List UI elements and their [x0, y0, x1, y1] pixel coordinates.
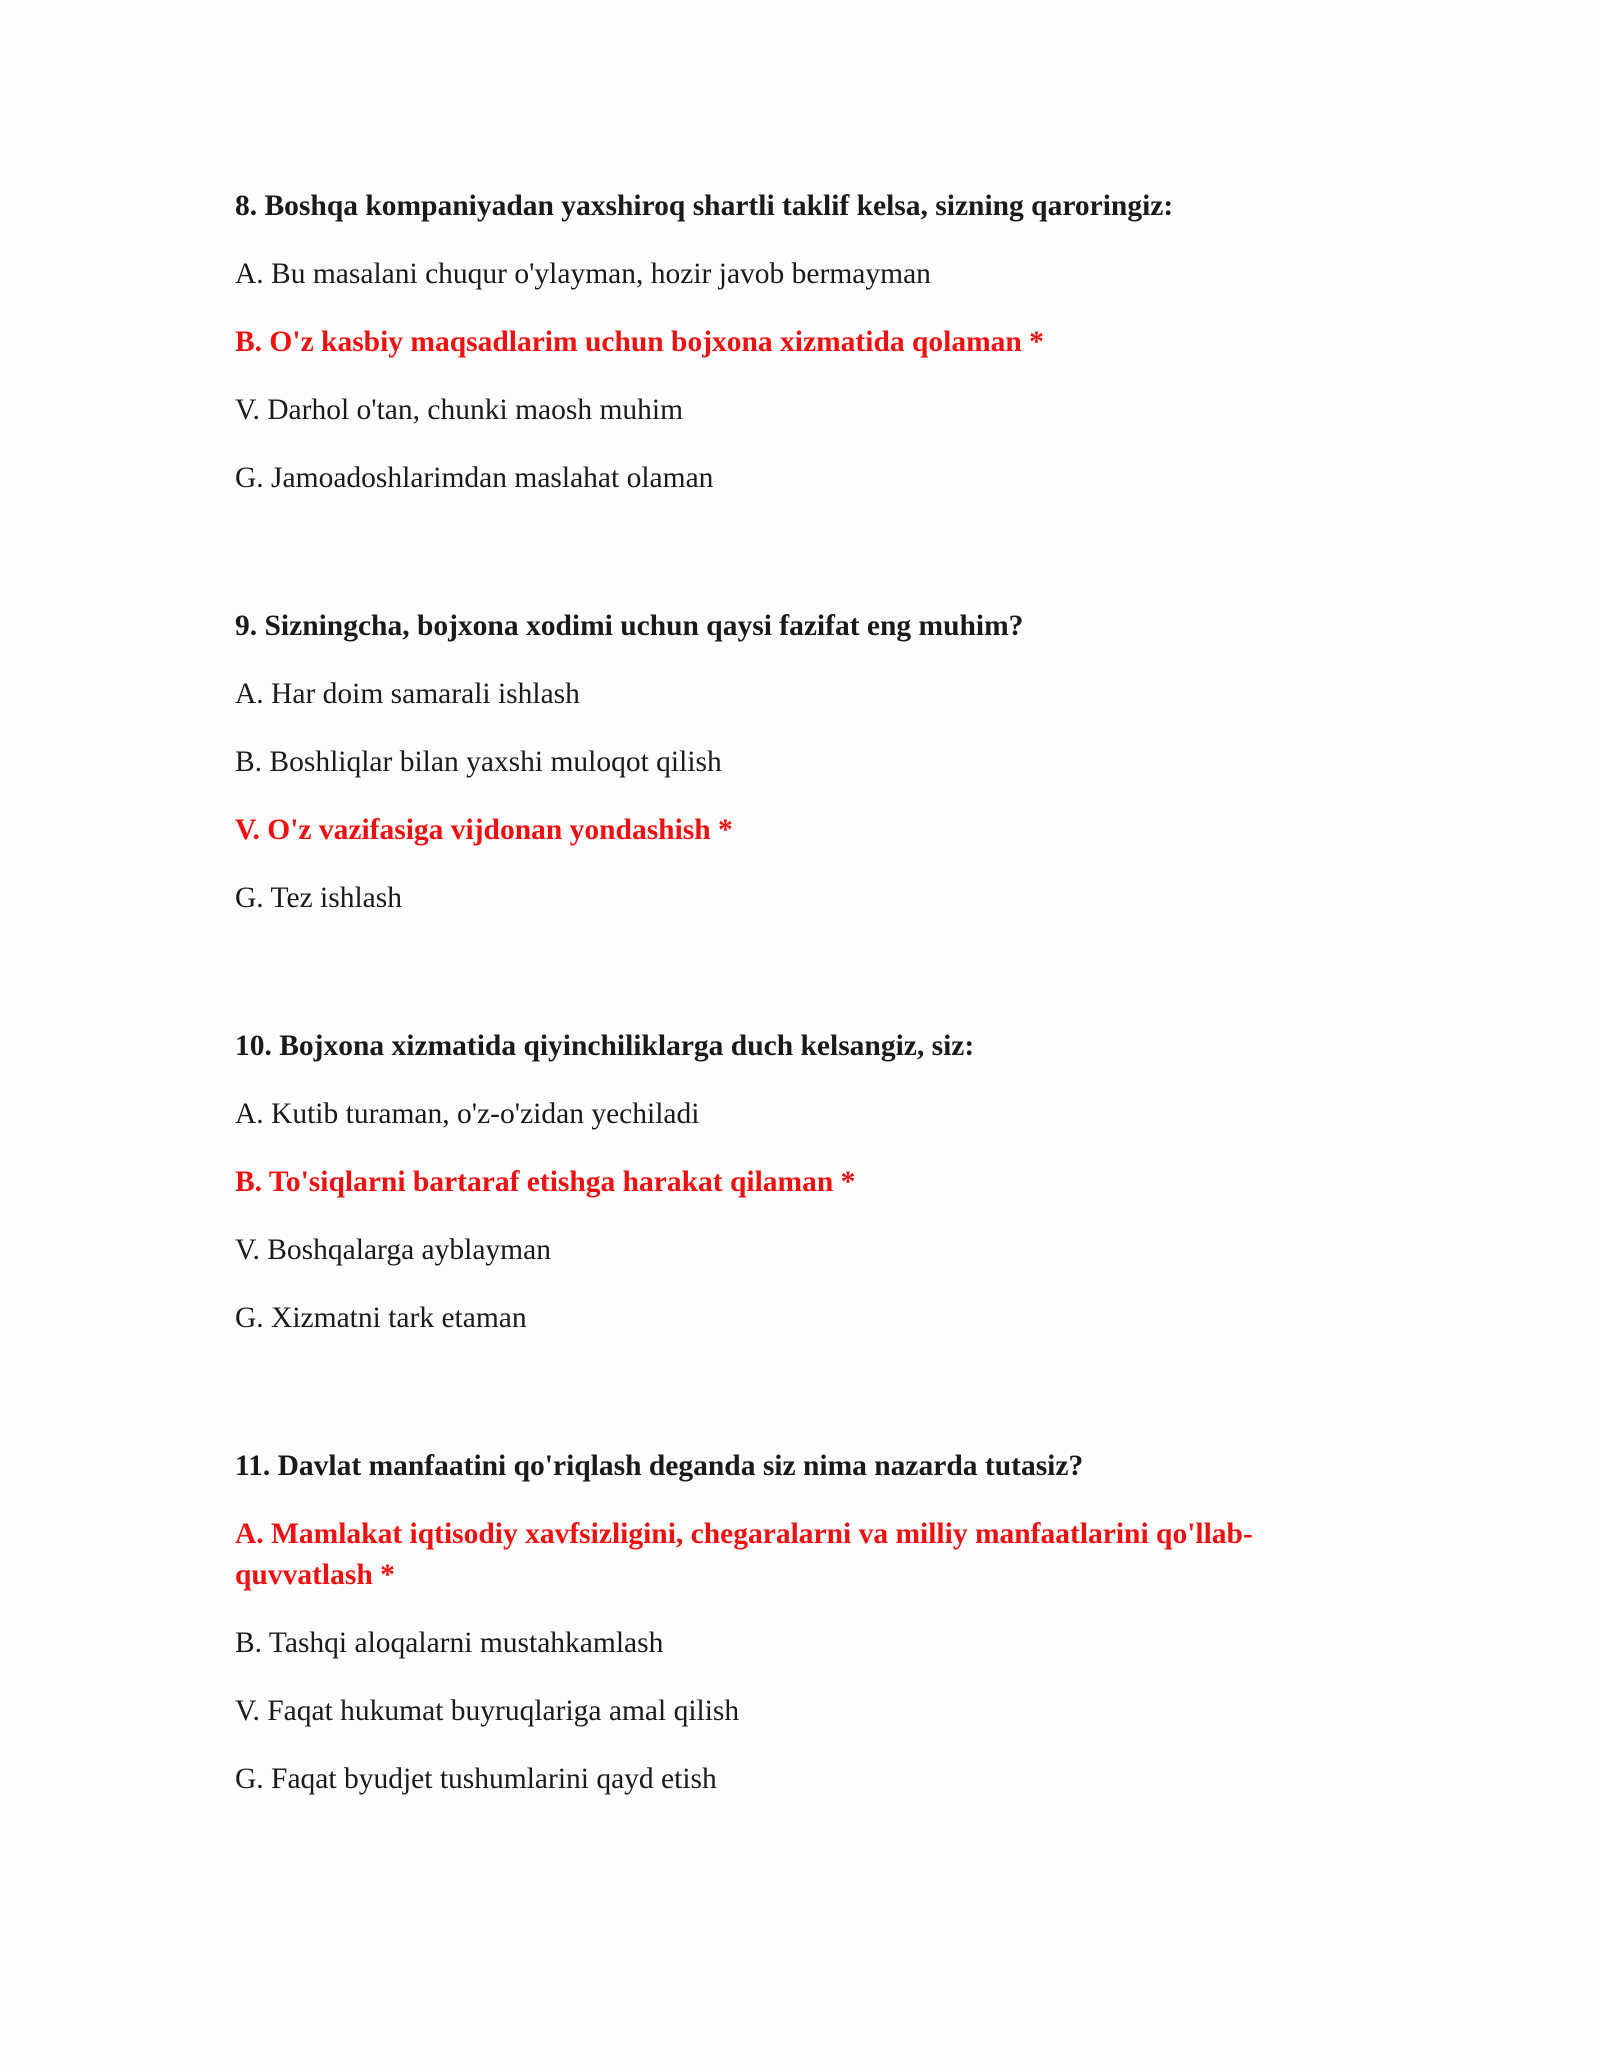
answer-option-g: G. Faqat byudjet tushumlarini qayd etish — [235, 1763, 717, 1795]
answer-option-a-correct: A. Mamlakat iqtisodiy xavfsizligini, chegaralarni va milliy manfaatlarini qo'llab-quvvatlash * — [235, 1518, 1253, 1591]
question-8 — [235, 186, 1365, 499]
question-11 — [235, 1446, 1365, 1800]
answer-option-a: A. Kutib turaman, o'z-o'zidan yechiladi — [235, 1098, 700, 1130]
answer-option-v: V. Faqat hukumat buyruqlariga amal qilish — [235, 1695, 740, 1727]
answer-option-g: G. Jamoadoshlarimdan maslahat olaman — [235, 462, 714, 494]
answer-option-g: G. Xizmatni tark etaman — [235, 1302, 527, 1334]
question-title: 9. Sizningcha, bojxona xodimi uchun qaysi fazifat eng muhim? — [235, 610, 1024, 642]
answer-option-b-correct: B. O'z kasbiy maqsadlarim uchun bojxona xizmatida qolaman * — [235, 326, 1044, 358]
answer-option-v-correct: V. O'z vazifasiga vijdonan yondashish * — [235, 814, 733, 846]
question-title: 8. Boshqa kompaniyadan yaxshiroq shartli taklif kelsa, sizning qaroringiz: — [235, 190, 1174, 222]
answer-option-v: V. Boshqalarga ayblayman — [235, 1234, 551, 1266]
answer-option-a: A. Har doim samarali ishlash — [235, 678, 580, 710]
question-title: 11. Davlat manfaatini qo'riqlash deganda siz nima nazarda tutasiz? — [235, 1450, 1084, 1482]
answer-option-g: G. Tez ishlash — [235, 882, 402, 914]
answer-option-a: A. Bu masalani chuqur o'ylayman, hozir javob bermayman — [235, 258, 931, 290]
answer-option-v: V. Darhol o'tan, chunki maosh muhim — [235, 394, 684, 426]
answer-option-b: B. Tashqi aloqalarni mustahkamlash — [235, 1627, 664, 1659]
question-10 — [235, 1026, 1365, 1339]
answer-option-b-correct: B. To'siqlarni bartaraf etishga harakat qilaman * — [235, 1166, 856, 1198]
answer-option-b: B. Boshliqlar bilan yaxshi muloqot qilish — [235, 746, 722, 778]
questions-list — [235, 186, 1365, 1907]
question-9 — [235, 606, 1365, 919]
question-title: 10. Bojxona xizmatida qiyinchiliklarga duch kelsangiz, siz: — [235, 1030, 975, 1062]
